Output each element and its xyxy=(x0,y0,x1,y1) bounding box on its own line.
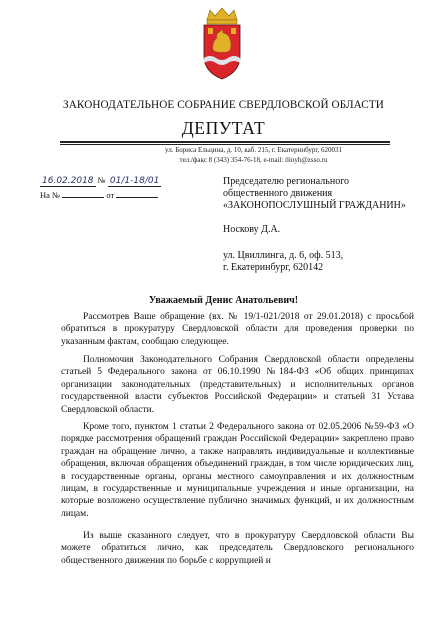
addressee-name: Носкову Д.А. xyxy=(223,224,281,235)
header-rule-thick xyxy=(60,141,390,143)
addressee-line2: общественного движения xyxy=(223,188,333,199)
fortress-left xyxy=(208,28,213,34)
addressee-org: «ЗАКОНОПОСЛУШНЫЙ ГРАЖДАНИН» xyxy=(223,200,406,211)
registration-number-prefix: № xyxy=(97,175,106,185)
fortress-right xyxy=(231,28,236,34)
deputy-title: ДЕПУТАТ xyxy=(181,118,266,138)
registration-number: 01/1-18/01 xyxy=(109,176,160,186)
paragraph-3-text: Кроме того, пунктом 1 статьи 2 Федерального закона от 02.05.2006 №59-ФЗ «О порядке рассмотрения обращений граждан Российской Федерации» закреплено право граждан на обращение лично, а также направлять индивидуальные и коллективные обращения, включая обращения объединений граждан, в том числе юридических лиц, в государственные органы, органы местного самоуправления и их должностным лицам, в государственные и муниципальные учреждения и иные организации, на которые возложено осуществление публично значимых функций, и их должностным лицам. xyxy=(61,422,414,519)
reference-number-blank xyxy=(62,189,104,198)
letterhead-address: ул. Бориса Ельцина, д. 10, каб. 215, г. Екатеринбург, 620031 xyxy=(165,146,342,154)
crown-band xyxy=(207,20,237,24)
paragraph-4 xyxy=(61,530,414,567)
header-rule-thin xyxy=(60,144,390,145)
reference-date-blank xyxy=(116,189,158,198)
paragraph-4-text: Из выше сказанного следует, что в прокуратуру Свердловской области Вы можете обратиться лично, как председатель Свердловского регионального общественного движения по борьбе с коррупцией и xyxy=(61,531,414,566)
addressee-city: г. Екатеринбург, 620142 xyxy=(223,262,324,273)
paragraph-1 xyxy=(61,311,414,348)
addressee-street: ул. Цвиллинга, д. 6, оф. 513, xyxy=(223,250,344,261)
paragraph-3 xyxy=(61,421,414,520)
registration-date: 16.02.2018 xyxy=(42,176,94,186)
reference-from-label: от xyxy=(106,190,115,200)
paragraph-1-text: Рассмотрев Ваше обращение (вх. № 19/1-021/2018 от 29.01.2018) с просьбой обратиться в прокуратуру Свердловской области для проведения проверки по указанным фактам, сообщаю следующее. xyxy=(61,312,414,347)
coat-of-arms-icon xyxy=(199,6,245,82)
reference-on-label: На № xyxy=(40,190,61,200)
crown-shape xyxy=(207,8,237,20)
greeting: Уважаемый Денис Анатольевич! xyxy=(148,295,299,306)
paragraph-2 xyxy=(61,354,414,416)
outgoing-registration xyxy=(40,175,161,187)
addressee-line1: Председателю регионального xyxy=(223,176,350,187)
incoming-reference xyxy=(40,189,158,200)
paragraph-2-text: Полномочия Законодательного Собрания Свердловской области определены статьей 5 Федерального закона от 06.10.1990 №184-ФЗ «Об общих принципах организации законодательных (представительных) и исполнительных органов государственной власти субъектов Российской Федерации» и статьей 31 Устава Свердловской области. xyxy=(61,355,414,415)
letterhead-contacts: тел./факс 8 (343) 354-76-18, e-mail: ilinyh@zsso.ru xyxy=(179,156,328,164)
org-title: ЗАКОНОДАТЕЛЬНОЕ СОБРАНИЕ СВЕРДЛОВСКОЙ ОБЛАСТИ xyxy=(63,99,384,111)
